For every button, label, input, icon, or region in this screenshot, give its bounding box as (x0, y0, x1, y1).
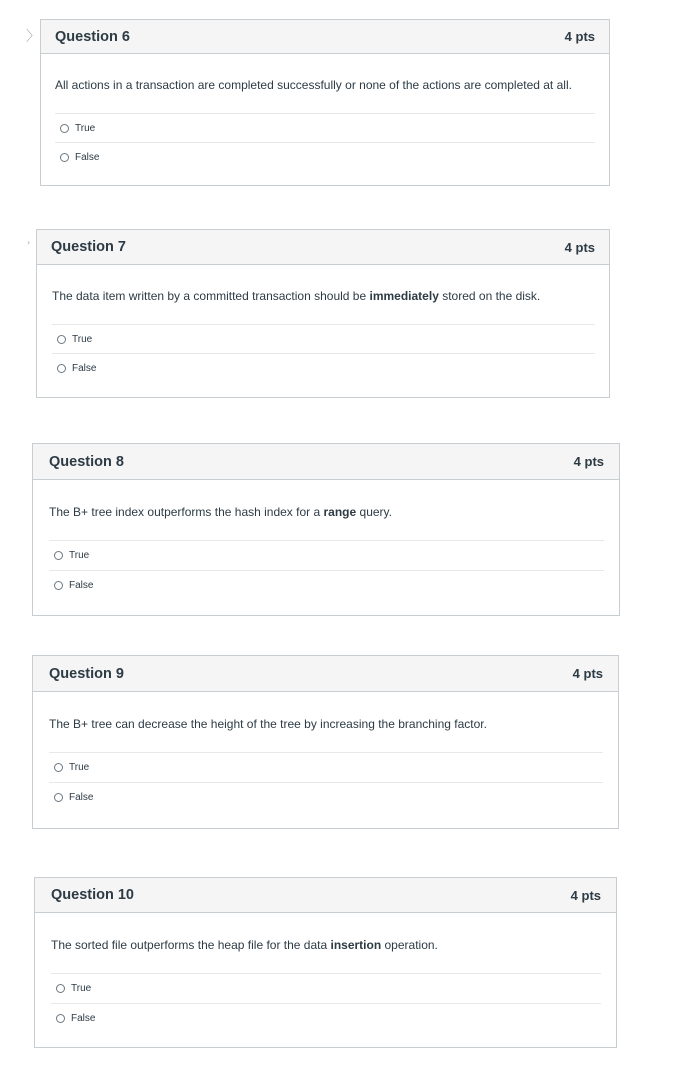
question-points: 4 pts (572, 666, 603, 681)
radio-button[interactable] (60, 153, 69, 162)
flag-question-icon[interactable]: 〉 (26, 29, 40, 45)
question-text: The B+ tree index outperforms the hash index for a range query. (49, 505, 392, 519)
radio-button[interactable] (57, 335, 66, 344)
answer-option-true[interactable] (49, 752, 603, 782)
question-header (35, 878, 616, 913)
question-card (36, 229, 610, 398)
answer-option-false[interactable] (49, 570, 604, 600)
answer-label: False (69, 580, 94, 591)
radio-button[interactable] (54, 763, 63, 772)
flag-question-icon[interactable]: › (27, 238, 31, 247)
answer-label: False (75, 151, 100, 163)
question-header (33, 444, 619, 480)
radio-button[interactable] (56, 984, 65, 993)
radio-button[interactable] (57, 364, 66, 373)
question-points: 4 pts (564, 29, 595, 44)
radio-button[interactable] (54, 793, 63, 802)
answer-option-false[interactable] (49, 782, 603, 812)
question-points: 4 pts (573, 454, 604, 469)
answer-label: True (72, 333, 93, 345)
question-card (32, 443, 620, 616)
radio-button[interactable] (60, 124, 69, 133)
answer-label: True (75, 122, 96, 134)
answer-option-true[interactable] (51, 973, 601, 1003)
radio-button[interactable] (54, 551, 63, 560)
answer-option-true[interactable] (49, 540, 604, 570)
question-title: Question 9 (49, 665, 124, 682)
question-card (32, 655, 619, 829)
question-header (37, 230, 609, 265)
answer-label: False (72, 362, 97, 374)
answer-option-false[interactable] (51, 1003, 601, 1033)
question-text: The B+ tree can decrease the height of the tree by increasing the branching factor. (49, 717, 487, 731)
question-text: All actions in a transaction are completed successfully or none of the actions are completed at all. (55, 78, 572, 92)
answer-option-true[interactable] (52, 324, 595, 353)
radio-button[interactable] (56, 1014, 65, 1023)
answer-label: True (69, 762, 90, 773)
answer-label: False (71, 1013, 96, 1024)
answer-label: True (69, 550, 90, 561)
question-points: 4 pts (564, 239, 595, 255)
answer-option-false[interactable] (52, 353, 595, 382)
answer-option-false[interactable] (55, 142, 595, 171)
answer-label: False (69, 792, 94, 803)
radio-button[interactable] (54, 581, 63, 590)
question-card (40, 19, 610, 186)
question-title: Question 10 (51, 887, 134, 903)
question-points: 4 pts (570, 887, 601, 903)
question-text: The data item written by a committed transaction should be immediately stored on the disk. (52, 289, 541, 303)
question-header (33, 656, 618, 692)
question-text: The sorted file outperforms the heap file for the data insertion operation. (51, 938, 438, 952)
question-title: Question 8 (49, 453, 124, 470)
question-title: Question 6 (55, 28, 130, 45)
question-header (41, 20, 609, 54)
answer-label: True (71, 983, 92, 994)
question-title: Question 7 (51, 239, 126, 255)
answer-option-true[interactable] (55, 113, 595, 142)
question-card (34, 877, 617, 1048)
